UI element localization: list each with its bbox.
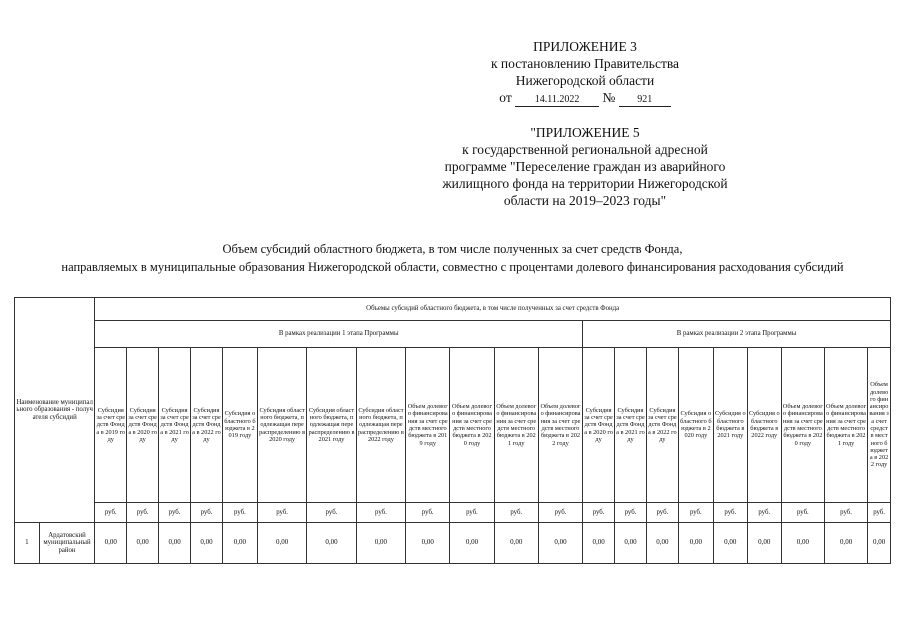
column-header: Объем долевого финансирования за счет средств местного бюджета в 2022 году [868, 348, 891, 503]
value-cell: 0,00 [615, 523, 647, 564]
column-header: Субсидия областного бюджета, подлежащая перераспределению в 2022 году [356, 348, 405, 503]
column-header: Субсидия областного бюджета в 2019 году [222, 348, 257, 503]
appendix-title: ПРИЛОЖЕНИЕ 3 [533, 39, 637, 54]
appendix5-line-1: к государственной региональной адресной [462, 142, 708, 157]
appendix5-line-2: программе "Переселение граждан из аварийного [444, 159, 726, 174]
unit-cell: руб. [406, 503, 450, 523]
value-cell: 0,00 [494, 523, 538, 564]
unit-cell: руб. [494, 503, 538, 523]
document-title [0, 240, 905, 276]
value-cell: 0,00 [95, 523, 127, 564]
value-cell: 0,00 [127, 523, 159, 564]
column-header: Субсидия областного бюджета, подлежащая перераспределению в 2021 году [307, 348, 356, 503]
document-title-line-1: Объем субсидий областного бюджета, в том числе полученных за счет средств Фонда, [222, 242, 683, 256]
unit-cell: руб. [257, 503, 306, 523]
value-cell: 0,00 [406, 523, 450, 564]
column-header: Объем долевого финансирования за счет средств местного бюджета в 2021 году [824, 348, 867, 503]
stage1-header: В рамках реализации 1 этапа Программы [95, 321, 583, 348]
column-header: Субсидия областного бюджета в 2021 году [713, 348, 747, 503]
unit-cell: руб. [646, 503, 678, 523]
column-header: Субсидия областного бюджета, подлежащая перераспределению в 2020 году [257, 348, 306, 503]
value-cell: 0,00 [538, 523, 582, 564]
unit-cell: руб. [307, 503, 356, 523]
unit-cell: руб. [781, 503, 824, 523]
unit-cell: руб. [868, 503, 891, 523]
number-sign: № [602, 90, 616, 105]
stage2-header: В рамках реализации 2 этапа Программы [583, 321, 891, 348]
appendix5-line-3: жилищного фонда на территории Нижегородской [442, 176, 728, 191]
column-header: Субсидия за счет средств Фонда в 2020 году [583, 348, 615, 503]
value-cell: 0,00 [824, 523, 867, 564]
appendix-number: 921 [619, 93, 671, 107]
column-header: Субсидия за счет средств Фонда в 2022 году [191, 348, 223, 503]
unit-cell: руб. [356, 503, 405, 523]
value-cell: 0,00 [257, 523, 306, 564]
unit-cell: руб. [95, 503, 127, 523]
value-cell: 0,00 [747, 523, 781, 564]
appendix-date-line [380, 89, 790, 107]
unit-cell: руб. [713, 503, 747, 523]
value-cell: 0,00 [781, 523, 824, 564]
unit-cell: руб. [127, 503, 159, 523]
appendix5-title: "ПРИЛОЖЕНИЕ 5 [530, 125, 640, 140]
top-header: Объемы субсидий областного бюджета, в том числе полученных за счет средств Фонда [95, 298, 891, 321]
appendix-line-2: Нижегородской области [515, 73, 655, 88]
document-title-line-2: направляемых в муниципальные образования Нижегородской области, совместно с процентами долевого финансирования расходования субсидий [61, 260, 844, 274]
column-header: Объем долевого финансирования за счет средств местного бюджета в 2020 году [781, 348, 824, 503]
unit-cell: руб. [824, 503, 867, 523]
column-header: Субсидия областного бюджета в 2020 году [678, 348, 713, 503]
column-header: Объем долевого финансирования за счет средств местного бюджета в 2020 году [450, 348, 494, 503]
value-cell: 0,00 [678, 523, 713, 564]
value-cell: 0,00 [450, 523, 494, 564]
column-header: Объем долевого финансирования за счет средств местного бюджета в 2019 году [406, 348, 450, 503]
row-number: 1 [15, 523, 40, 564]
appendix-date: 14.11.2022 [515, 93, 599, 107]
unit-cell: руб. [583, 503, 615, 523]
appendix-block [380, 38, 790, 107]
appendix-line-1: к постановлению Правительства [490, 56, 680, 71]
value-cell: 0,00 [159, 523, 191, 564]
appendix5-line-4: области на 2019–2023 годы" [503, 193, 667, 208]
value-cell: 0,00 [307, 523, 356, 564]
value-cell: 0,00 [222, 523, 257, 564]
subsidy-table [14, 297, 891, 564]
unit-cell: руб. [747, 503, 781, 523]
unit-cell: руб. [538, 503, 582, 523]
unit-cell: руб. [678, 503, 713, 523]
value-cell: 0,00 [356, 523, 405, 564]
value-cell: 0,00 [713, 523, 747, 564]
column-header: Объем долевого финансирования за счет средств местного бюджета в 2021 году [494, 348, 538, 503]
column-header: Субсидия за счет средств Фонда в 2021 году [159, 348, 191, 503]
unit-cell: руб. [191, 503, 223, 523]
value-cell: 0,00 [868, 523, 891, 564]
column-header: Объем долевого финансирования за счет средств местного бюджета в 2022 году [538, 348, 582, 503]
value-cell: 0,00 [646, 523, 678, 564]
municipality-name: Ардатовский муниципальный район [39, 523, 95, 564]
from-label: от [499, 90, 512, 105]
column-header: Субсидия за счет средств Фонда в 2020 году [127, 348, 159, 503]
value-cell: 0,00 [583, 523, 615, 564]
name-header: Наименование муниципального образования - получателя субсидий [15, 298, 95, 523]
unit-cell: руб. [159, 503, 191, 523]
column-header: Субсидия областного бюджета в 2022 году [747, 348, 781, 503]
unit-cell: руб. [450, 503, 494, 523]
value-cell: 0,00 [191, 523, 223, 564]
unit-cell: руб. [222, 503, 257, 523]
appendix5-block [380, 124, 790, 209]
column-header: Субсидия за счет средств Фонда в 2021 году [615, 348, 647, 503]
unit-cell: руб. [615, 503, 647, 523]
column-header: Субсидия за счет средств Фонда в 2022 году [646, 348, 678, 503]
table-row [15, 523, 891, 564]
column-header: Субсидия за счет средств Фонда в 2019 году [95, 348, 127, 503]
